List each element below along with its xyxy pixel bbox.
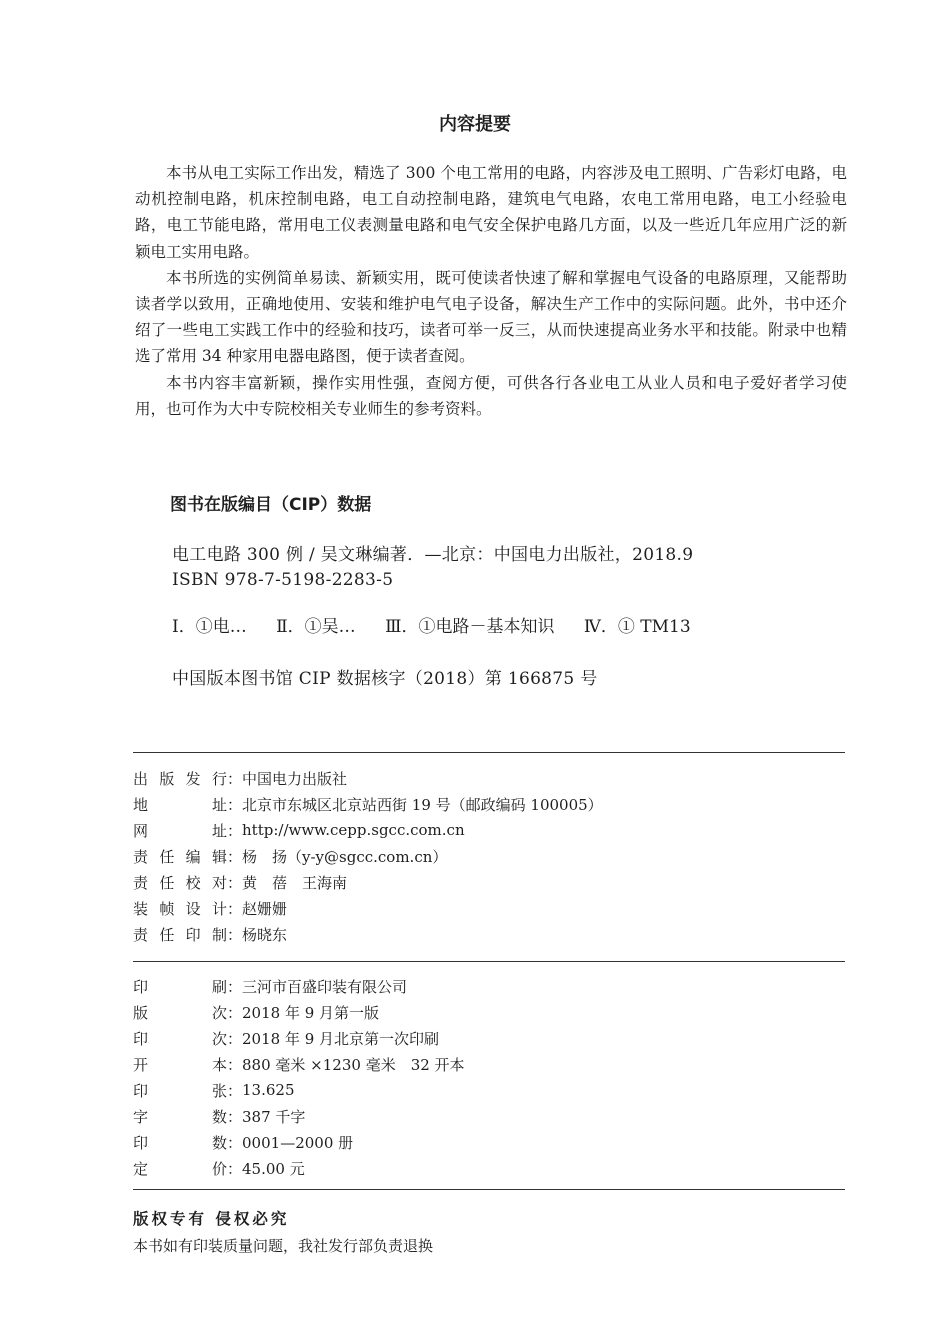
info-value: 北京市东城区北京站西街 19 号（邮政编码 100005）	[242, 795, 603, 814]
info-value: 387 千字	[242, 1107, 306, 1126]
divider	[133, 1189, 845, 1190]
copyright-note: 本书如有印装质量问题，我社发行部负责退换	[133, 1237, 434, 1255]
info-label: 开 本	[133, 1055, 227, 1074]
info-label: 印 数	[133, 1133, 227, 1152]
copyright-title: 版权专有 侵权必究	[133, 1210, 290, 1228]
info-value: 2018 年 9 月第一版	[242, 1003, 380, 1022]
info-row: 责任校对 ： 黄 蓓 王海南	[133, 873, 348, 892]
cip-class-item: Ⅲ．①电路－基本知识	[385, 617, 555, 637]
cip-title: 图书在版编目（CIP）数据	[170, 495, 372, 515]
info-value: 杨 扬（y-y@sgcc.com.cn）	[242, 847, 448, 866]
info-row: 印 次 ： 2018 年 9 月北京第一次印刷	[133, 1029, 440, 1048]
cip-isbn: ISBN 978-7-5198-2283-5	[172, 570, 394, 590]
info-label: 装帧设计	[133, 899, 227, 918]
info-value: 黄 蓓 王海南	[242, 873, 348, 892]
cip-record-line: 电工电路 300 例 / 吴文琳编著．—北京：中国电力出版社，2018.9	[172, 545, 694, 565]
info-value: 杨晓东	[242, 925, 288, 944]
summary-paragraph: 本书内容丰富新颖，操作实用性强，查阅方便，可供各行各业电工从业人员和电子爱好者学习使用，也可作为大中专院校相关专业师生的参考资料。	[135, 373, 847, 418]
website-link[interactable]: http://www.cepp.sgcc.com.cn	[242, 821, 465, 839]
info-row: 版 次 ： 2018 年 9 月第一版	[133, 1003, 380, 1022]
info-value: 三河市百盛印装有限公司	[242, 977, 408, 996]
info-value: 45.00 元	[242, 1159, 305, 1178]
info-label: 责任印制	[133, 925, 227, 944]
info-row: 责任编辑 ： 杨 扬（y-y@sgcc.com.cn）	[133, 847, 448, 866]
info-label: 地 址	[133, 795, 227, 814]
info-label: 出版发行	[133, 769, 227, 788]
info-value: 0001—2000 册	[242, 1133, 354, 1152]
cip-class-item: Ⅱ．①吴…	[276, 617, 356, 637]
cip-data-number: 中国版本图书馆 CIP 数据核字（2018）第 166875 号	[172, 669, 598, 689]
summary-paragraph: 本书从电工实际工作出发，精选了 300 个电工常用的电路，内容涉及电工照明、广告彩灯电路，电动机控制电路，机床控制电路，电工自动控制电路，建筑电气电路，农电工常用电路，电工小经验电路，电工节能电路，常用电工仪表测量电路和电气安全保护电路几方面，以及一些近几年应用广泛的新颖电工实用电路。	[135, 164, 847, 261]
info-value: 2018 年 9 月北京第一次印刷	[242, 1029, 440, 1048]
summary-paragraph: 本书所选的实例简单易读、新颖实用，既可使读者快速了解和掌握电气设备的电路原理，又能帮助读者学以致用，正确地使用、安装和维护电气电子设备，解决生产工作中的实际问题。此外，书中还介绍了一些电工实践工作中的经验和技巧，读者可举一反三，从而快速提高业务水平和技能。附录中也精选了常用 34 种家用电器电路图，便于读者查阅。	[135, 268, 847, 366]
info-row: 地 址 ： 北京市东城区北京站西街 19 号（邮政编码 100005）	[133, 795, 603, 814]
info-value: 赵姗姗	[242, 899, 288, 918]
info-row: 定 价 ： 45.00 元	[133, 1159, 305, 1178]
divider	[133, 752, 845, 753]
info-row: 网 址 ： http://www.cepp.sgcc.com.cn	[133, 821, 465, 840]
info-label: 责任编辑	[133, 847, 227, 866]
cip-class-item: Ⅳ．① TM13	[583, 617, 691, 637]
info-label: 版 次	[133, 1003, 227, 1022]
info-row: 开 本 ： 880 毫米 ×1230 毫米 32 开本	[133, 1055, 465, 1074]
info-label: 责任校对	[133, 873, 227, 892]
summary-body	[135, 160, 847, 422]
divider	[133, 961, 845, 962]
info-label: 印 次	[133, 1029, 227, 1048]
info-value: 880 毫米 ×1230 毫米 32 开本	[242, 1055, 465, 1074]
summary-title: 内容提要	[439, 114, 511, 135]
info-row: 印 刷 ： 三河市百盛印装有限公司	[133, 977, 408, 996]
cip-class-item: Ⅰ．①电…	[172, 617, 247, 637]
info-row: 字 数 ： 387 千字	[133, 1107, 306, 1126]
info-label: 字 数	[133, 1107, 227, 1126]
info-value: 中国电力出版社	[242, 769, 348, 788]
cip-classification	[172, 612, 715, 637]
info-row: 装帧设计 ： 赵姗姗	[133, 899, 288, 918]
info-label: 网 址	[133, 821, 227, 840]
info-label: 印 张	[133, 1081, 227, 1100]
info-value: 13.625	[242, 1081, 295, 1099]
info-row: 印 数 ： 0001—2000 册	[133, 1133, 354, 1152]
publisher-info	[133, 765, 845, 947]
info-label: 印 刷	[133, 977, 227, 996]
info-row: 出版发行 ： 中国电力出版社	[133, 769, 348, 788]
print-info	[133, 973, 845, 1181]
info-row: 印 张 ： 13.625	[133, 1081, 295, 1100]
info-row: 责任印制 ： 杨晓东	[133, 925, 288, 944]
info-label: 定 价	[133, 1159, 227, 1178]
